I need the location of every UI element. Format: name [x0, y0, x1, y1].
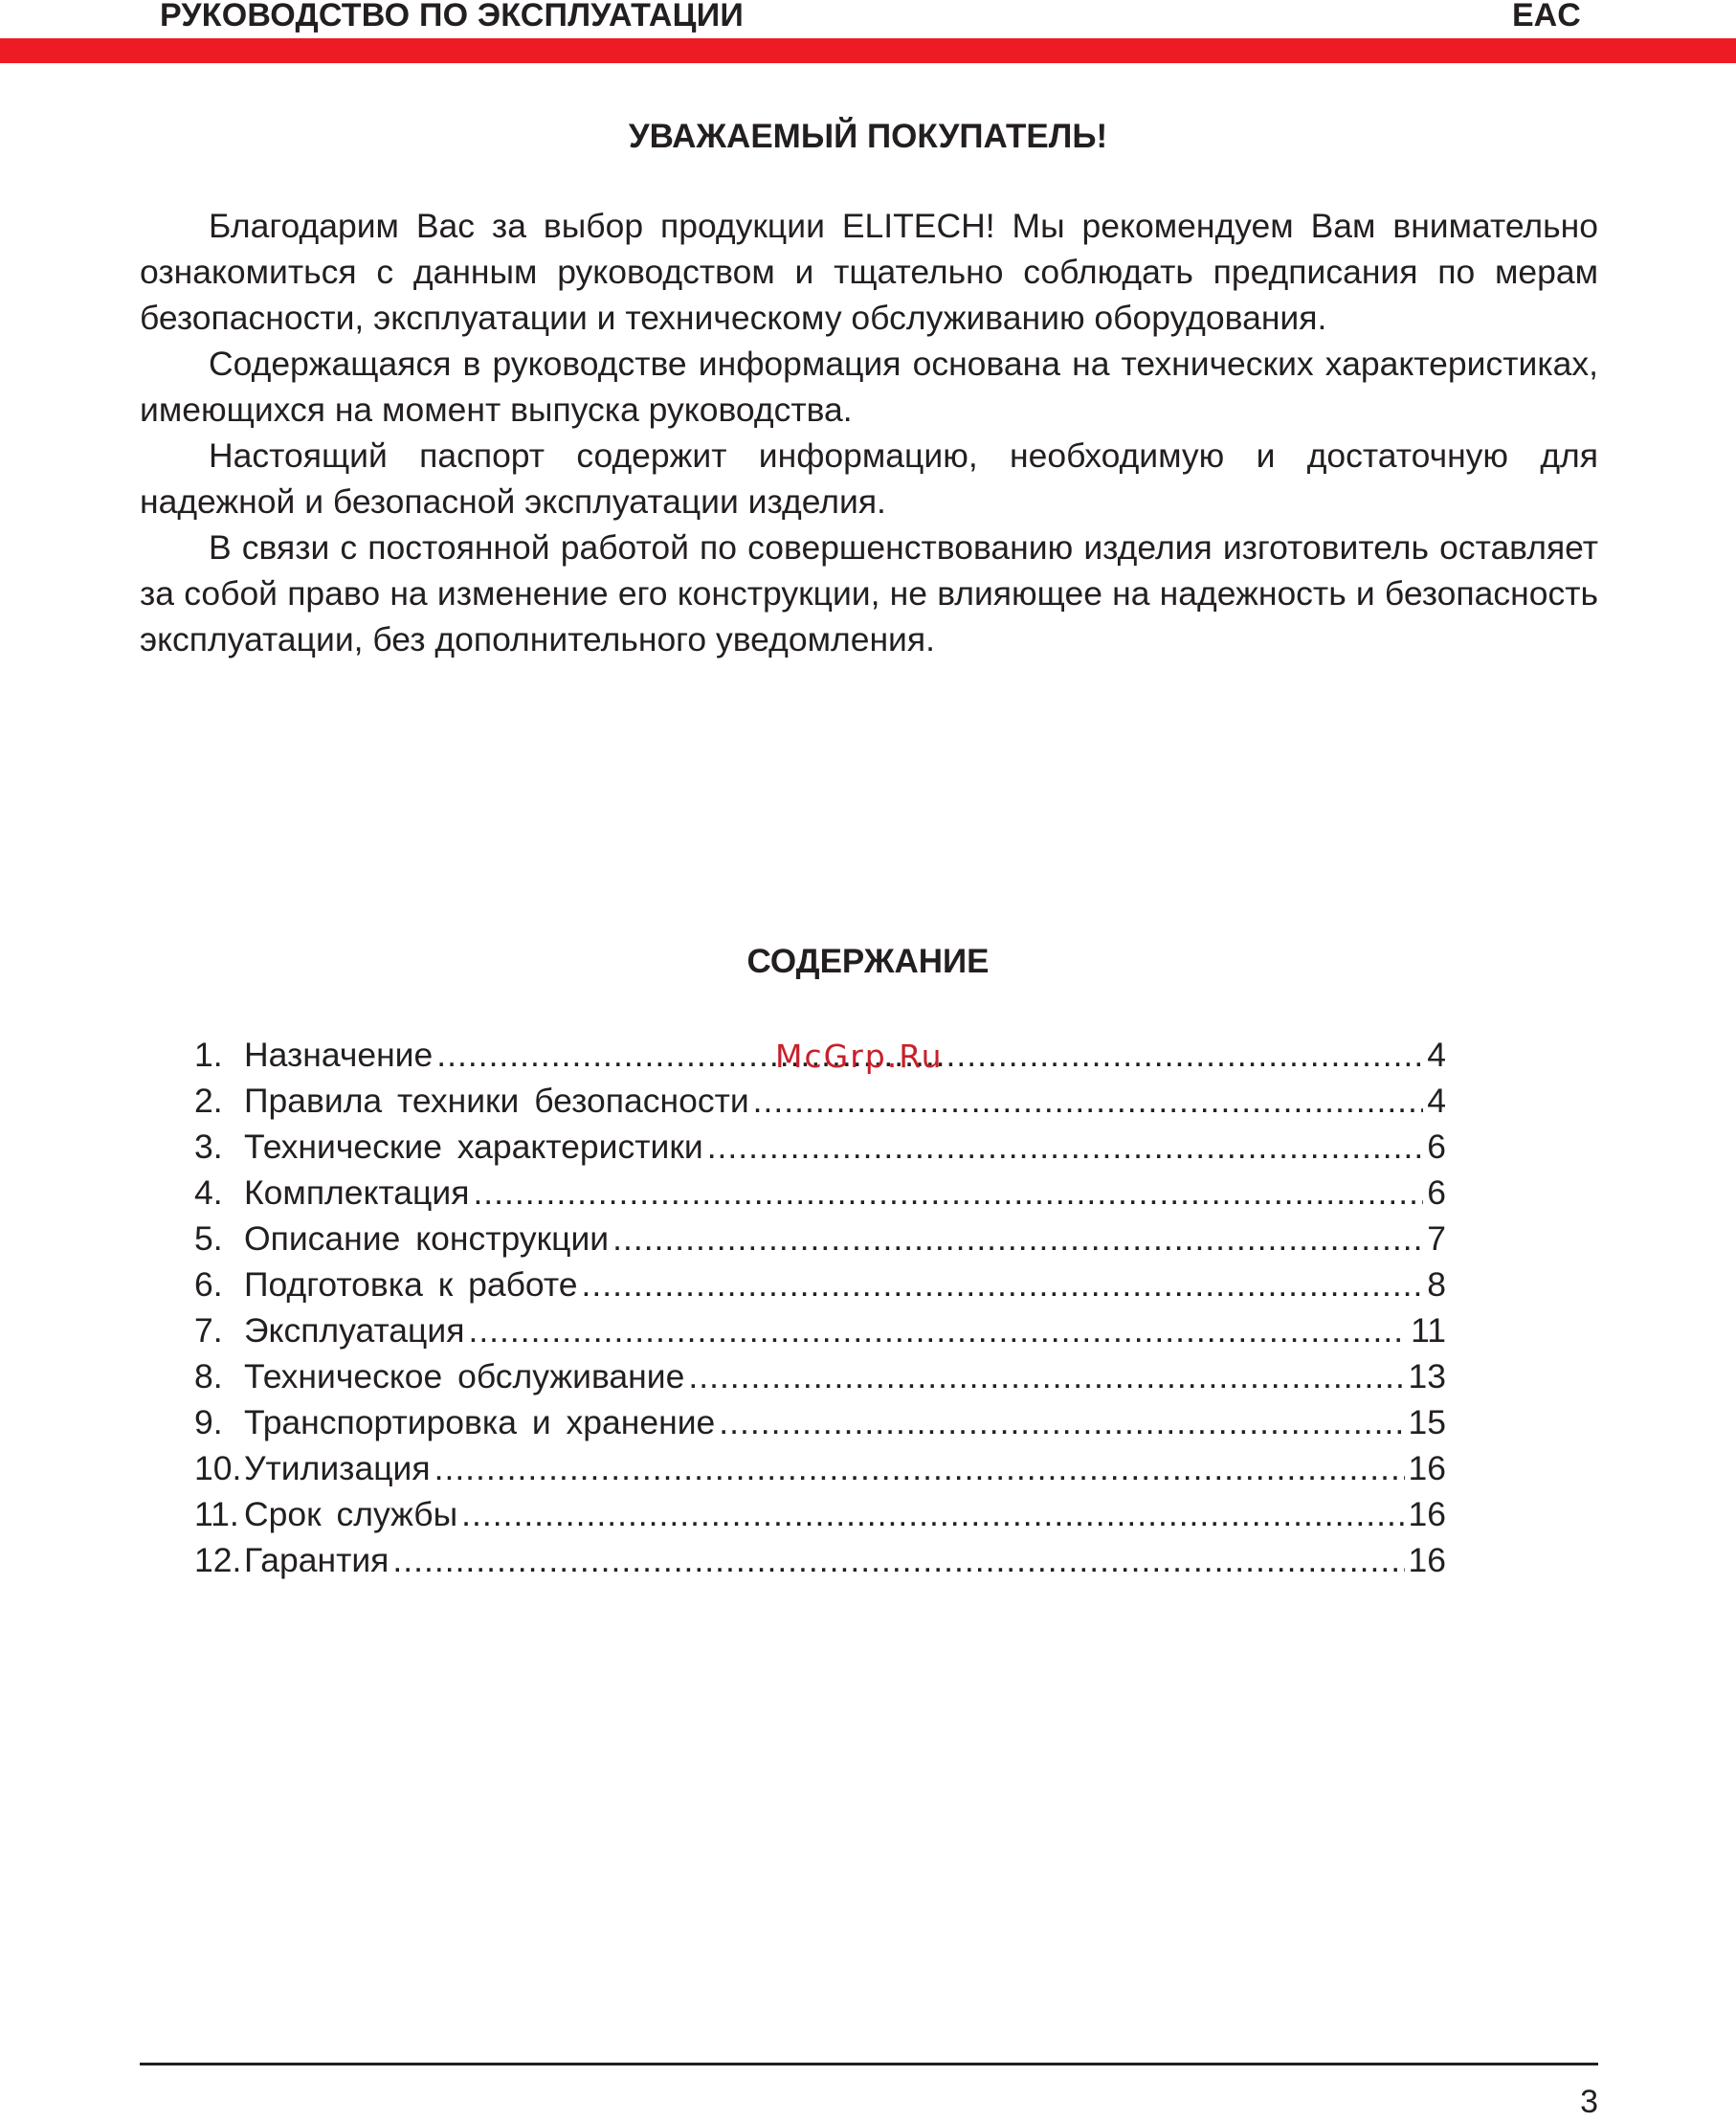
toc-item-number: 3.: [194, 1127, 223, 1166]
toc-item-page: 16: [1408, 1541, 1446, 1579]
toc-item[interactable]: [194, 1491, 1446, 1537]
watermark: McGrp.Ru: [775, 1038, 944, 1075]
toc-item-page: 13: [1408, 1357, 1446, 1395]
toc-item-number: 12.: [194, 1541, 242, 1579]
toc-item-number: 6.: [194, 1265, 223, 1304]
toc-item[interactable]: [194, 1124, 1446, 1170]
toc-dot-leader: [461, 1491, 1404, 1537]
toc-item-number: 1.: [194, 1036, 223, 1074]
toc-item-label: Назначение: [244, 1036, 434, 1074]
greeting-heading: УВАЖАЕМЫЙ ПОКУПАТЕЛЬ!: [628, 118, 1108, 155]
toc-item-label: Описание конструкции: [244, 1219, 610, 1258]
toc-item-page: 11: [1411, 1311, 1446, 1350]
toc-item-page: 6: [1427, 1173, 1446, 1212]
header-red-bar: [0, 38, 1736, 63]
toc-item-page: 16: [1408, 1495, 1446, 1533]
toc-item-number: 7.: [194, 1311, 223, 1350]
toc-item-number: 5.: [194, 1219, 223, 1258]
toc-item-page: 4: [1427, 1082, 1446, 1120]
toc-item[interactable]: [194, 1261, 1446, 1307]
toc-item-label: Подготовка к работе: [244, 1265, 578, 1304]
toc-dot-leader: [473, 1170, 1423, 1216]
toc-item-number: 9.: [194, 1403, 223, 1441]
toc-item[interactable]: [194, 1537, 1446, 1583]
toc-item-label: Транспортировка и хранение: [244, 1403, 716, 1441]
toc-dot-leader: [707, 1124, 1424, 1170]
toc-item-page: 15: [1408, 1403, 1446, 1441]
toc-item-label: Срок службы: [244, 1495, 458, 1533]
toc-item-number: 2.: [194, 1082, 223, 1120]
toc-title: СОДЕРЖАНИЕ: [746, 943, 990, 980]
toc-item[interactable]: [194, 1445, 1446, 1491]
toc-item-page: 4: [1427, 1036, 1446, 1074]
toc-dot-leader: [468, 1307, 1407, 1353]
header-title: РУКОВОДСТВО ПО ЭКСПЛУАТАЦИИ: [160, 0, 744, 33]
toc-item-page: 8: [1427, 1265, 1446, 1304]
toc-item-label: Утилизация: [244, 1449, 431, 1487]
intro-paragraph: Настоящий паспорт содержит информацию, необходимую и достаточную для надежной и безопасной эксплуатации изделия.: [140, 436, 1598, 521]
intro-text: [140, 203, 1598, 662]
toc-dot-leader: [753, 1078, 1424, 1124]
toc-dot-leader: [719, 1399, 1404, 1445]
toc-item[interactable]: [194, 1078, 1446, 1124]
toc-item[interactable]: [194, 1170, 1446, 1216]
toc-item-number: 10.: [194, 1449, 242, 1487]
toc-dot-leader: [688, 1353, 1404, 1399]
toc-item-number: 11.: [194, 1495, 239, 1533]
toc-item-page: 6: [1427, 1127, 1446, 1166]
toc-item[interactable]: [194, 1216, 1446, 1261]
toc-item-label: Правила техники безопасности: [244, 1082, 749, 1120]
toc-item-page: 7: [1427, 1219, 1446, 1258]
toc-item-label: Эксплуатация: [244, 1311, 465, 1350]
toc-item-number: 8.: [194, 1357, 223, 1395]
toc-item[interactable]: [194, 1353, 1446, 1399]
toc-item-label: Техническое обслуживание: [244, 1357, 685, 1395]
footer-divider: [140, 2063, 1598, 2065]
intro-paragraph: Содержащаяся в руководстве информация основана на технических характеристиках, имеющихся на момент выпуска руководства.: [140, 345, 1598, 429]
toc-item-page: 16: [1408, 1449, 1446, 1487]
toc-item-label: Гарантия: [244, 1541, 389, 1579]
intro-paragraph: Благодарим Вас за выбор продукции ELITECH! Мы рекомендуем Вам внимательно ознакомиться с данным руководством и тщательно соблюдать предписания по мерам безопасности, эксплуатации и техническому обслуживанию оборудования.: [140, 207, 1598, 337]
toc-dot-leader: [434, 1445, 1405, 1491]
toc-dot-leader: [582, 1261, 1424, 1307]
toc-item[interactable]: [194, 1307, 1446, 1353]
eac-mark: EAC: [1512, 0, 1581, 33]
toc-item-label: Комплектация: [244, 1173, 470, 1212]
toc-dot-leader: [612, 1216, 1423, 1261]
toc-item[interactable]: [194, 1399, 1446, 1445]
toc-dot-leader: [392, 1537, 1404, 1583]
toc-item-label: Технические характеристики: [244, 1127, 703, 1166]
page-number: 3: [1580, 2084, 1598, 2120]
table-of-contents: [194, 1032, 1446, 1583]
toc-item-number: 4.: [194, 1173, 223, 1212]
intro-paragraph: В связи с постоянной работой по совершенствованию изделия изготовитель оставляет за собой право на изменение его конструкции, не влияющее на надежность и безопасность эксплуатации, без дополнительного уведомления.: [140, 528, 1598, 659]
